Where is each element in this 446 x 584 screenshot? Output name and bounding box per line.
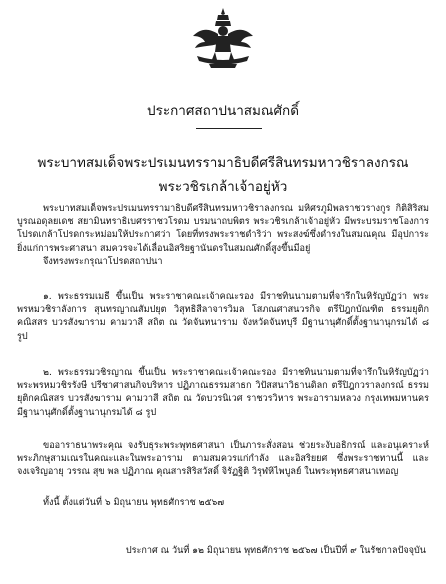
effective-date-text: ทั้งนี้ ตั้งแต่วันที่ ๖ มิถุนายน พุทธศักราช ๒๕๖๗ <box>43 498 225 508</box>
intro-section <box>17 203 429 269</box>
royal-garuda-emblem-icon <box>187 6 259 70</box>
appoint-label: จึงทรงพระกรุณาโปรดสถาปนา <box>43 256 163 267</box>
announcement-title: ประกาศสถาปนาสมณศักดิ์ <box>147 103 299 119</box>
closing-blessing-text: ขออาราธนาพระคุณ จงรับธุระพระพุทธศาสนา เป็นภาระสั่งสอน ช่วยระงับอธิกรณ์ และอนุเคราะห์พระภิกษุสามเณรในคณะและในพระอาราม ตามสมควรแก่กำลัง และอิสริยยศ ซึ่งพระราชทานนี้ และจงเจริญอายุ วรรณ สุข พล ปฏิภาณ คุณสารสิริสวัสดิ์ จิรัฏฐิติ วิรุฬหิไพบูลย์ ในพระพุทธศาสนาเทอญ <box>17 441 429 478</box>
announcement-date-footer: ประกาศ ณ วันที่ ๑๒ มิถุนายน พุทธศักราช ๒๕๖๗ เป็นปีที่ ๙ ในรัชกาลปัจจุบัน <box>125 546 426 556</box>
intro-paragraph: พระบาทสมเด็จพระปรเมนทรรามาธิบดีศรีสินทรมหาวชิราลงกรณ มหิศรภูมิพลราชวรางกูร กิติสิริสมบูรณอดุลยเดช สยามินทราธิเบศรราชวโรดม บรมนาถบพิตร พระวชิรเกล้าเจ้าอยู่หัว มีพระบรมราชโองการโปรดเกล้าโปรดกระหม่อมให้ประกาศว่า โดยที่ทรงพระราชดำริว่า พระสงฆ์ซึ่งดำรงในสมณคุณ มีอุปการะยิ่งแก่การพระศาสนา สมควรจะได้เลื่อนอิสริยฐานันดรในสมณศักดิ์สูงขึ้นมีอยู่ <box>17 204 429 254</box>
royal-decree-name-line1: พระบาทสมเด็จพระปรเมนทรรามาธิบดีศรีสินทรมหาวชิราลงกรณ <box>37 155 409 171</box>
appointment-item-1-text: ๑. พระธรรมเมธี ขึ้นเป็น พระราชาคณะเจ้าคณะรอง มีราชทินนามตามที่จารึกในหิรัญบัฏว่า พระพรหมวชิราลังการ สุนทรญาณสัมปยุต วิสุทธิสีลาจารวิมล โสภณศาสนวรกิจ ตรีปิฎกบัณฑิต ธรรมยุติกคณิสสร บวรสังฆาราม คามวาสี สถิต ณ วัดจันทนาราม จังหวัดจันทบุรี มีฐานานุศักดิ์ตั้งฐานานุกรมได้ ๘ รูป <box>17 292 429 342</box>
royal-decree-name-line2: พระวชิรเกล้าเจ้าอยู่หัว <box>158 179 288 195</box>
closing-blessing <box>17 440 429 480</box>
appointment-item-2-text: ๒. พระธรรมวชิรญาณ ขึ้นเป็น พระราชาคณะเจ้าคณะรอง มีราชทินนามตามที่จารึกในหิรัญบัฏว่า พระพรหมวชิรรังษี ปรีชาศาสนกิจบริหาร ปฏิภาณธรรมสาธก วิปัสสนาวิธานดิลก ตรีปิฎกวราลงกรณ์ ธรรมยุติกคณิสสร บวรสังฆาราม คามวาสี สถิต ณ วัดบวรนิเวศ ราชวรวิหาร พระอารามหลวง กรุงเทพมหานคร มีฐานานุศักดิ์ตั้งฐานานุกรมได้ ๘ รูป <box>17 368 429 418</box>
title-divider <box>196 128 262 129</box>
appointment-item-1 <box>17 291 429 344</box>
effective-date-section <box>17 497 429 510</box>
appointment-item-2 <box>17 367 429 420</box>
